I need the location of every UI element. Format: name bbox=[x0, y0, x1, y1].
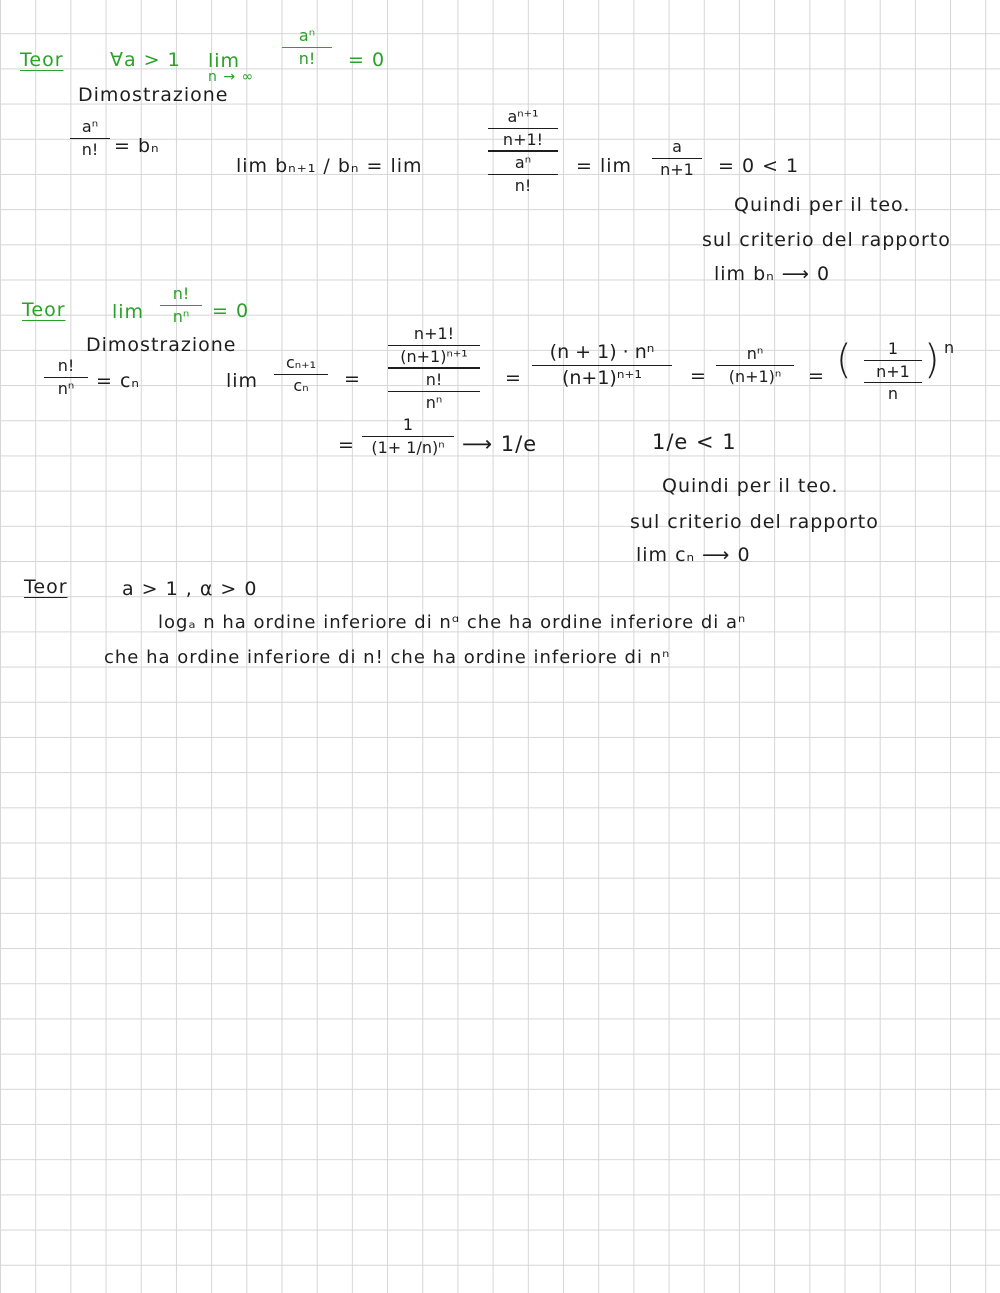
theorem2-nested-fraction bbox=[388, 325, 480, 411]
theorem2-eq5: = bbox=[338, 434, 355, 456]
theorem1-eq: = 0 bbox=[348, 49, 386, 71]
theorem2-s2-num: nⁿ bbox=[746, 344, 764, 363]
theorem2-ratio-den: cₙ bbox=[293, 375, 309, 395]
theorem1-nested-fraction bbox=[488, 108, 558, 194]
theorem1-def-den: n! bbox=[81, 139, 99, 159]
theorem2-def-eq: = cₙ bbox=[96, 370, 140, 392]
theorem2-frac-den: nⁿ bbox=[172, 306, 190, 326]
theorem2-label: Teor bbox=[22, 299, 66, 321]
theorem2-n-top-den: (n+1)ⁿ⁺¹ bbox=[400, 346, 468, 366]
theorem2-paren-exp: n bbox=[944, 338, 956, 357]
theorem2-s1-den: (n+1)ⁿ⁺¹ bbox=[561, 366, 643, 389]
theorem2-l2-den: (1+ 1/n)ⁿ bbox=[371, 437, 445, 457]
theorem1-result: = 0 < 1 bbox=[718, 155, 800, 177]
theorem1-conclusion-3: lim bₙ ⟶ 0 bbox=[714, 263, 831, 285]
theorem3-label: Teor bbox=[24, 576, 68, 598]
theorem2-eq2: = bbox=[505, 367, 522, 389]
theorem1-nested-bot-den: n! bbox=[514, 175, 532, 195]
theorem1-def-num: aⁿ bbox=[81, 117, 99, 136]
theorem2-conclusion-3: lim cₙ ⟶ 0 bbox=[636, 544, 751, 566]
theorem2-eq4: = bbox=[808, 365, 825, 387]
theorem2-n-bot-den: nⁿ bbox=[425, 392, 443, 412]
theorem1-ratio-lhs: lim bₙ₊₁ / bₙ = lim bbox=[236, 155, 423, 177]
theorem2-eq: = 0 bbox=[212, 300, 250, 322]
theorem1-fraction bbox=[282, 27, 332, 67]
theorem2-lim: lim bbox=[112, 301, 145, 323]
theorem2-l2-num: 1 bbox=[402, 415, 414, 434]
theorem2-conclusion-2: sul criterio del rapporto bbox=[630, 511, 879, 533]
theorem2-arrow: ⟶ 1/e bbox=[462, 432, 538, 456]
theorem1-simp-den: n+1 bbox=[660, 159, 694, 179]
theorem1-proof-label: Dimostrazione bbox=[78, 84, 229, 106]
theorem1-lim: lim bbox=[208, 50, 241, 72]
theorem1-nested-top-den: n+1! bbox=[502, 129, 544, 149]
theorem2-def-fraction bbox=[44, 357, 88, 397]
theorem1-lim-sub: n → ∞ bbox=[208, 69, 255, 85]
theorem1-def-fraction bbox=[70, 118, 110, 158]
theorem1-eq-lim: = lim bbox=[576, 155, 633, 177]
theorem2-proof-label: Dimostrazione bbox=[86, 334, 237, 356]
theorem2-def-num: n! bbox=[57, 356, 75, 375]
theorem2-lim: lim bbox=[226, 370, 259, 392]
theorem1-conclusion-2: sul criterio del rapporto bbox=[702, 229, 951, 251]
theorem1-simp-num: a bbox=[672, 137, 682, 156]
theorem1-condition: ∀a > 1 bbox=[110, 49, 181, 71]
theorem3-line1: logₐ n ha ordine inferiore di nᵅ che ha ordine inferiore di aⁿ bbox=[158, 612, 747, 633]
theorem2-eq1: = bbox=[344, 368, 361, 390]
theorem2-eq3: = bbox=[690, 365, 707, 387]
theorem2-ratio-num: cₙ₊₁ bbox=[285, 353, 317, 372]
theorem2-n-top-num: n+1! bbox=[413, 324, 455, 343]
theorem2-frac-num: n! bbox=[172, 284, 190, 303]
theorem1-nested-top-num: aⁿ⁺¹ bbox=[507, 107, 539, 126]
theorem1-simplified-fraction bbox=[652, 138, 702, 178]
theorem2-step1-fraction bbox=[532, 342, 672, 389]
theorem1-nested-bot-num: aⁿ bbox=[514, 153, 532, 173]
theorem1-frac-den: n! bbox=[298, 48, 316, 68]
theorem3-line2: che ha ordine inferiore di n! che ha ordine inferiore di nⁿ bbox=[104, 647, 671, 668]
theorem2-def-den: nⁿ bbox=[57, 378, 75, 398]
theorem2-fraction bbox=[160, 285, 202, 325]
theorem1-conclusion-1: Quindi per il teo. bbox=[734, 194, 911, 216]
theorem2-inner-num: 1 bbox=[887, 339, 899, 358]
theorem2-s1-num: (n + 1) · nⁿ bbox=[549, 341, 655, 363]
theorem2-step2-fraction bbox=[716, 345, 794, 385]
theorem2-n-bot-num: n! bbox=[425, 370, 443, 390]
theorem1-def-eq: = bₙ bbox=[114, 135, 160, 157]
theorem3-condition: a > 1 , α > 0 bbox=[122, 578, 258, 600]
theorem1-frac-num: aⁿ bbox=[298, 26, 316, 45]
theorem2-inner-mid: n+1 bbox=[876, 361, 910, 381]
theorem2-inner-den: n bbox=[887, 384, 899, 404]
theorem2-conclusion-1: Quindi per il teo. bbox=[662, 475, 839, 497]
theorem2-paren-close: ) bbox=[924, 337, 941, 383]
theorem2-comparison: 1/e < 1 bbox=[652, 430, 737, 454]
theorem2-inner-fraction bbox=[864, 340, 922, 403]
theorem2-paren-open: ( bbox=[836, 337, 853, 383]
theorem2-ratio-fraction bbox=[274, 354, 328, 394]
theorem1-label: Teor bbox=[20, 49, 64, 71]
theorem2-s2-den: (n+1)ⁿ bbox=[728, 366, 782, 386]
theorem2-limit-fraction bbox=[362, 416, 454, 456]
